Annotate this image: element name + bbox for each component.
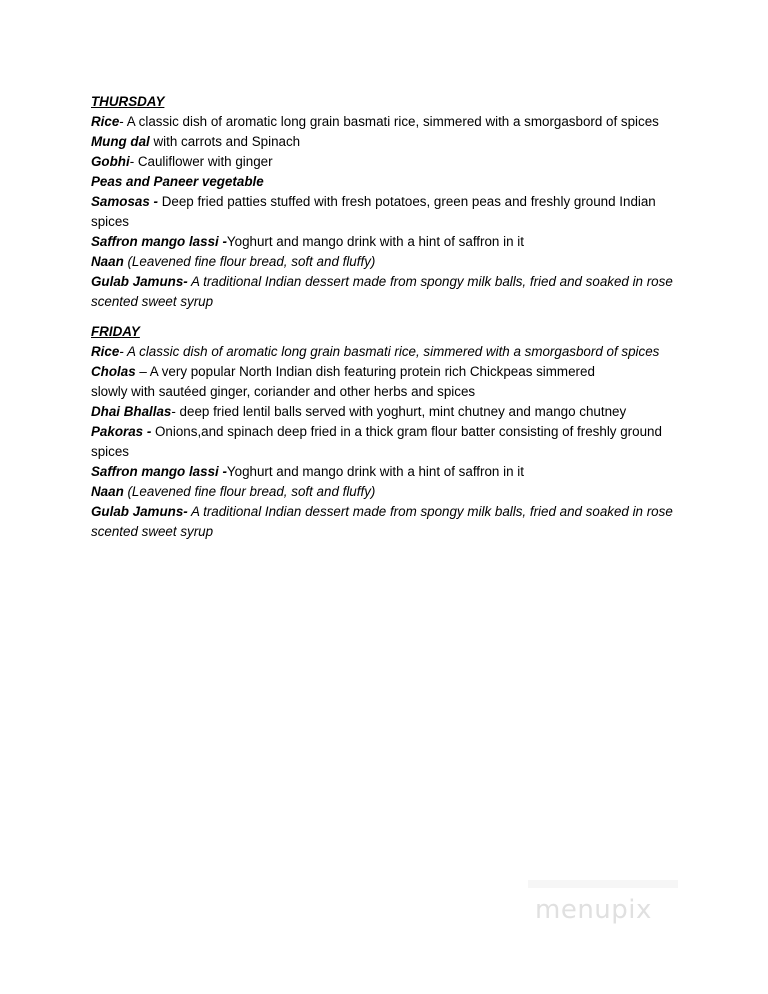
friday-section (91, 322, 691, 542)
menu-item: Peas and Paneer vegetable (91, 174, 264, 189)
menu-item: Gulab Jamuns- A traditional Indian dessert made from spongy milk balls, fried and soaked in rose scented sweet syrup (91, 274, 673, 309)
menu-item: Cholas – A very popular North Indian dish featuring protein rich Chickpeas simmered (91, 364, 595, 379)
menu-item: Rice- A classic dish of aromatic long grain basmati rice, simmered with a smorgasbord of spices (91, 114, 659, 129)
menupix-watermark: menupix (535, 895, 652, 925)
thursday-section (91, 92, 691, 312)
menu-item: Dhai Bhallas- deep fried lentil balls served with yoghurt, mint chutney and mango chutney (91, 404, 627, 419)
menu-item: Saffron mango lassi -Yoghurt and mango drink with a hint of saffron in it (91, 234, 524, 249)
menu-item: Naan (Leavened fine flour bread, soft and fluffy) (91, 484, 376, 499)
menu-item: Samosas - Deep fried patties stuffed with fresh potatoes, green peas and freshly ground Indian spices (91, 194, 656, 229)
thursday-heading: THURSDAY (91, 94, 165, 109)
menu-item: Naan (Leavened fine flour bread, soft and fluffy) (91, 254, 376, 269)
menu-item: Saffron mango lassi -Yoghurt and mango drink with a hint of saffron in it (91, 464, 524, 479)
menu-item: Pakoras - Onions,and spinach deep fried in a thick gram flour batter consisting of freshly ground spices (91, 424, 662, 459)
menu-item: Gulab Jamuns- A traditional Indian dessert made from spongy milk balls, fried and soaked in rose scented sweet syrup (91, 504, 673, 539)
watermark-bar (528, 880, 678, 888)
menu-item: slowly with sautéed ginger, coriander and other herbs and spices (91, 384, 476, 399)
menu-page (91, 92, 691, 552)
friday-heading: FRIDAY (91, 324, 140, 339)
menu-item: Gobhi- Cauliflower with ginger (91, 154, 273, 169)
menu-item: Mung dal with carrots and Spinach (91, 134, 301, 149)
menu-item: Rice- A classic dish of aromatic long grain basmati rice, simmered with a smorgasbord of spices (91, 344, 660, 359)
